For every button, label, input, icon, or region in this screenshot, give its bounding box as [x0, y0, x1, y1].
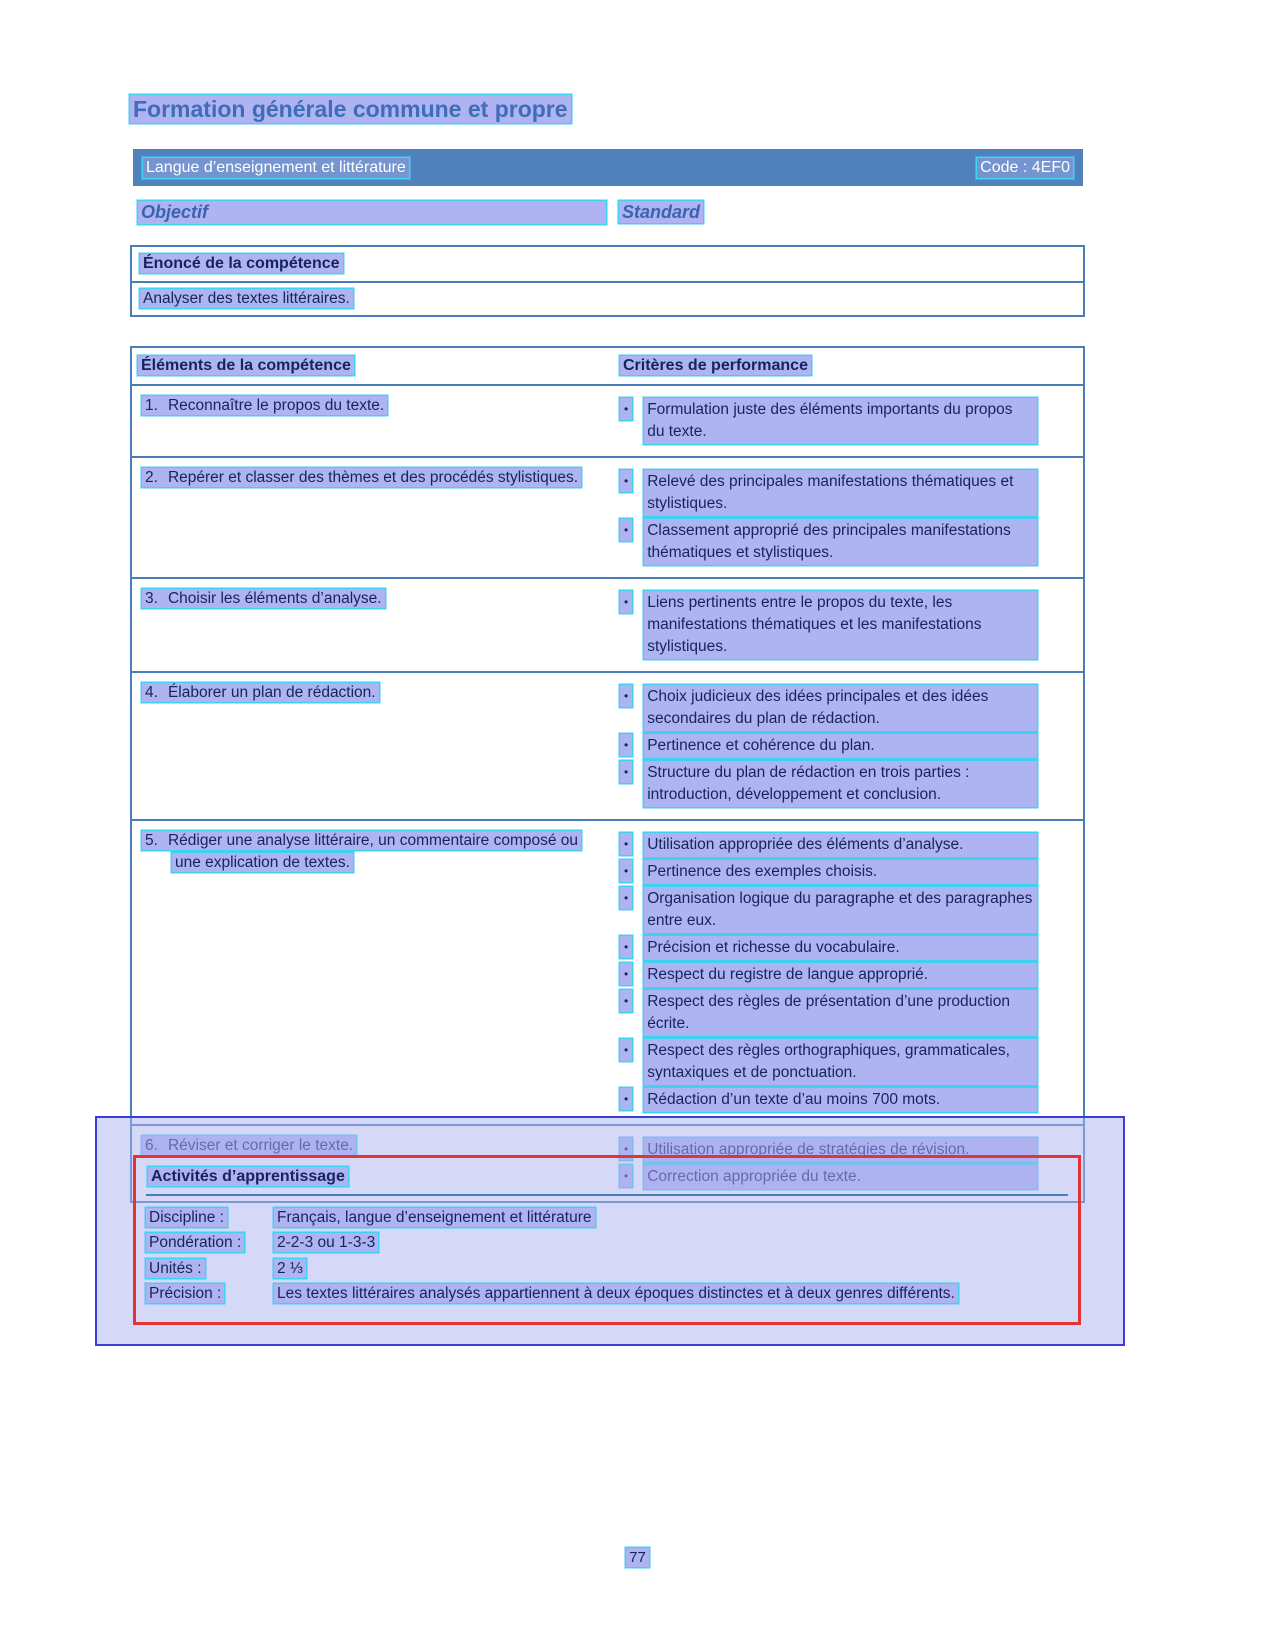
competence-elements-table	[130, 346, 1085, 1203]
course-header-bar	[133, 149, 1083, 186]
element-cell	[132, 828, 614, 1117]
activities-annotation-box	[133, 1155, 1081, 1325]
element-cell	[132, 465, 614, 570]
criterion-item	[620, 833, 1037, 857]
bullet-icon: •	[620, 860, 632, 882]
bullet-icon: •	[620, 887, 632, 909]
table-row	[132, 671, 1083, 819]
element-number: 5.	[145, 832, 158, 849]
activities-header-text: Activités d’apprentissage	[148, 1167, 348, 1186]
element-label: Reconnaître le propos du texte.	[167, 397, 385, 414]
element-number: 4.	[145, 684, 158, 701]
bullet-icon: •	[620, 833, 632, 855]
criterion-text: Structure du plan de rédaction en trois parties : introduction, développement et conclusion.	[644, 761, 1037, 807]
criterion-item	[620, 963, 1037, 987]
bullet-icon: •	[620, 1088, 632, 1110]
objective-heading: Objectif	[138, 201, 606, 224]
element-label: Repérer et classer des thèmes et des procédés stylistiques.	[167, 469, 579, 486]
table-row	[132, 819, 1083, 1124]
criteria-cell	[614, 680, 1083, 812]
criterion-item	[620, 398, 1037, 444]
criterion-text: Précision et richesse du vocabulaire.	[644, 936, 1037, 960]
criteria-header-cell	[620, 357, 1077, 375]
criterion-item	[620, 519, 1037, 565]
objective-standard-row	[138, 201, 703, 224]
table-row	[132, 456, 1083, 577]
bullet-icon: •	[620, 398, 632, 420]
criterion-text: Formulation juste des éléments importants du propos du texte.	[644, 398, 1037, 444]
elements-header-text: Éléments de la compétence	[138, 356, 354, 375]
bullet-icon: •	[620, 1039, 632, 1061]
precision-value: Les textes littéraires analysés appartiennent à deux époques distinctes et à deux genres différents.	[274, 1284, 958, 1303]
criterion-text: Respect des règles orthographiques, grammaticales, syntaxiques et de ponctuation.	[644, 1039, 1037, 1085]
element-cell	[132, 586, 614, 664]
bullet-icon: •	[620, 761, 632, 783]
element-cell	[132, 680, 614, 812]
criterion-item	[620, 734, 1037, 758]
element-number: 1.	[145, 397, 158, 414]
page-title	[130, 96, 571, 123]
criterion-item	[620, 1088, 1037, 1112]
criterion-text: Pertinence et cohérence du plan.	[644, 734, 1037, 758]
bullet-icon: •	[620, 936, 632, 958]
competence-statement-body	[132, 283, 1083, 315]
element-text	[142, 468, 581, 487]
bullet-icon: •	[620, 734, 632, 756]
activities-row-discipline	[146, 1207, 1068, 1229]
criterion-text: Pertinence des exemples choisis.	[644, 860, 1037, 884]
criterion-text: Organisation logique du paragraphe et des paragraphes entre eux.	[644, 887, 1037, 933]
activities-row-precision	[146, 1283, 1068, 1305]
ponderation-value: 2-2-3 ou 1-3-3	[274, 1233, 378, 1252]
activities-row-unites	[146, 1258, 1068, 1280]
criterion-item	[620, 936, 1037, 960]
page-title-text: Formation générale commune et propre	[130, 95, 571, 123]
element-text	[142, 589, 385, 608]
element-label: Choisir les éléments d’analyse.	[167, 590, 382, 607]
element-label: Rédiger une analyse littéraire, un commentaire composé ou une explication de textes.	[167, 832, 579, 871]
unites-label: Unités :	[146, 1259, 205, 1278]
competence-statement-header-text: Énoncé de la compétence	[140, 254, 343, 273]
elements-header-cell	[138, 357, 620, 375]
ponderation-label: Pondération :	[146, 1233, 244, 1252]
page-number-text: 77	[626, 1548, 649, 1567]
criterion-text: Respect du registre de langue approprié.	[644, 963, 1037, 987]
bullet-icon: •	[620, 470, 632, 492]
activities-row-ponderation	[146, 1232, 1068, 1254]
bullet-icon: •	[620, 685, 632, 707]
table-row	[132, 384, 1083, 456]
criterion-text: Relevé des principales manifestations thématiques et stylistiques.	[644, 470, 1037, 516]
criteria-header-text: Critères de performance	[620, 356, 811, 375]
criterion-item	[620, 1039, 1037, 1085]
criterion-item	[620, 685, 1037, 731]
criterion-text: Classement approprié des principales manifestations thématiques et stylistiques.	[644, 519, 1037, 565]
criterion-item	[620, 860, 1037, 884]
activities-rows	[136, 1196, 1078, 1313]
element-text	[142, 396, 387, 415]
criterion-item	[620, 591, 1037, 659]
criterion-text: Rédaction d’un texte d’au moins 700 mots.	[644, 1088, 1037, 1112]
competence-statement-text: Analyser des textes littéraires.	[140, 289, 353, 308]
competence-statement-header	[132, 247, 1083, 283]
criterion-item	[620, 761, 1037, 807]
unites-value: 2 ⅓	[274, 1259, 306, 1278]
criterion-text: Choix judicieux des idées principales et des idées secondaires du plan de rédaction.	[644, 685, 1037, 731]
activities-header	[146, 1164, 1068, 1196]
competence-statement-table	[130, 245, 1085, 317]
criterion-text: Utilisation appropriée des éléments d’analyse.	[644, 833, 1037, 857]
criterion-item	[620, 990, 1037, 1036]
precision-label: Précision :	[146, 1284, 224, 1303]
element-number: 3.	[145, 590, 158, 607]
course-name: Langue d’enseignement et littérature	[143, 158, 409, 178]
criterion-item	[620, 470, 1037, 516]
criteria-cell	[614, 586, 1083, 664]
criterion-item	[620, 887, 1037, 933]
criteria-cell	[614, 393, 1083, 449]
criterion-text: Liens pertinents entre le propos du texte, les manifestations thématiques et les manifestations stylistiques.	[644, 591, 1037, 659]
table-header-row	[132, 348, 1083, 384]
discipline-value: Français, langue d’enseignement et littérature	[274, 1208, 595, 1227]
criteria-cell	[614, 828, 1083, 1117]
element-label: Élaborer un plan de rédaction.	[167, 684, 376, 701]
criterion-text: Respect des règles de présentation d’une production écrite.	[644, 990, 1037, 1036]
element-number: 2.	[145, 469, 158, 486]
course-code: Code : 4EF0	[977, 158, 1073, 178]
bullet-icon: •	[620, 963, 632, 985]
discipline-label: Discipline :	[146, 1208, 227, 1227]
table-row	[132, 577, 1083, 671]
bullet-icon: •	[620, 519, 632, 541]
bullet-icon: •	[620, 990, 632, 1012]
bullet-icon: •	[620, 591, 632, 613]
element-cell	[132, 393, 614, 449]
element-text	[142, 831, 581, 872]
standard-heading: Standard	[619, 201, 703, 223]
criteria-cell	[614, 465, 1083, 570]
element-text	[142, 683, 379, 702]
page-number	[0, 1549, 1275, 1566]
